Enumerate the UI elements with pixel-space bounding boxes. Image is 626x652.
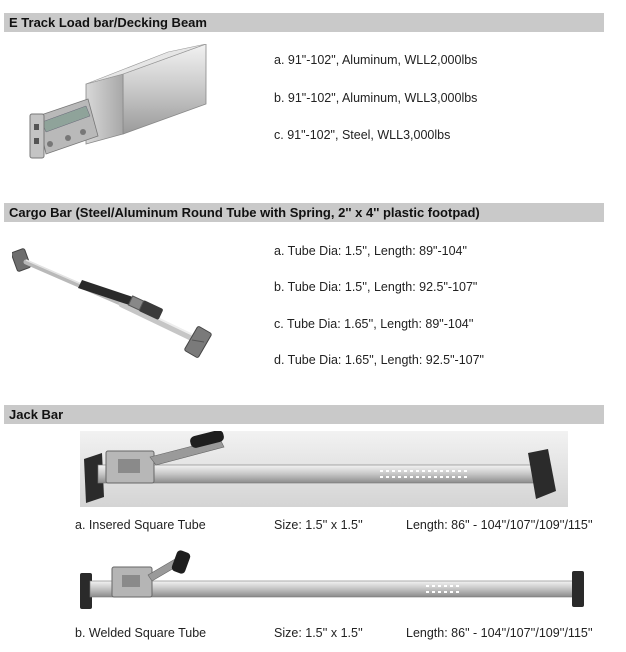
jack-bar-a-length: Length: 86" - 104''/107''/109''/115'' bbox=[406, 518, 593, 532]
cargo-bar-image bbox=[12, 242, 217, 367]
e-track-option-b: b. 91"-102", Aluminum, WLL3,000lbs bbox=[274, 91, 478, 105]
e-track-load-bar-image bbox=[28, 44, 208, 164]
jack-bar-insered-image bbox=[80, 431, 568, 507]
jack-bar-b-name: b. Welded Square Tube bbox=[75, 626, 207, 640]
cargo-bar-option-c: c. Tube Dia: 1.65'', Length: 89"-104'' bbox=[274, 317, 474, 331]
jack-bar-welded-image bbox=[78, 545, 590, 615]
jack-bar-a-size: Size: 1.5'' x 1.5'' bbox=[274, 518, 363, 532]
cargo-bar-option-a: a. Tube Dia: 1.5'', Length: 89"-104" bbox=[274, 244, 467, 258]
section-header-jack-bar: Jack Bar bbox=[4, 405, 604, 424]
section-header-e-track: E Track Load bar/Decking Beam bbox=[4, 13, 604, 32]
section-header-cargo-bar: Cargo Bar (Steel/Aluminum Round Tube with Spring, 2'' x 4'' plastic footpad) bbox=[4, 203, 604, 222]
e-track-option-a: a. 91"-102", Aluminum, WLL2,000lbs bbox=[274, 53, 478, 67]
jack-bar-a-name: a. Insered Square Tube bbox=[75, 518, 206, 532]
jack-bar-b-size: Size: 1.5'' x 1.5'' bbox=[274, 626, 363, 640]
jack-bar-b-length: Length: 86" - 104''/107''/109''/115'' bbox=[406, 626, 593, 640]
cargo-bar-option-b: b. Tube Dia: 1.5'', Length: 92.5"-107" bbox=[274, 280, 478, 294]
cargo-bar-option-d: d. Tube Dia: 1.65", Length: 92.5"-107" bbox=[274, 353, 484, 367]
e-track-option-c: c. 91"-102", Steel, WLL3,000lbs bbox=[274, 128, 451, 142]
